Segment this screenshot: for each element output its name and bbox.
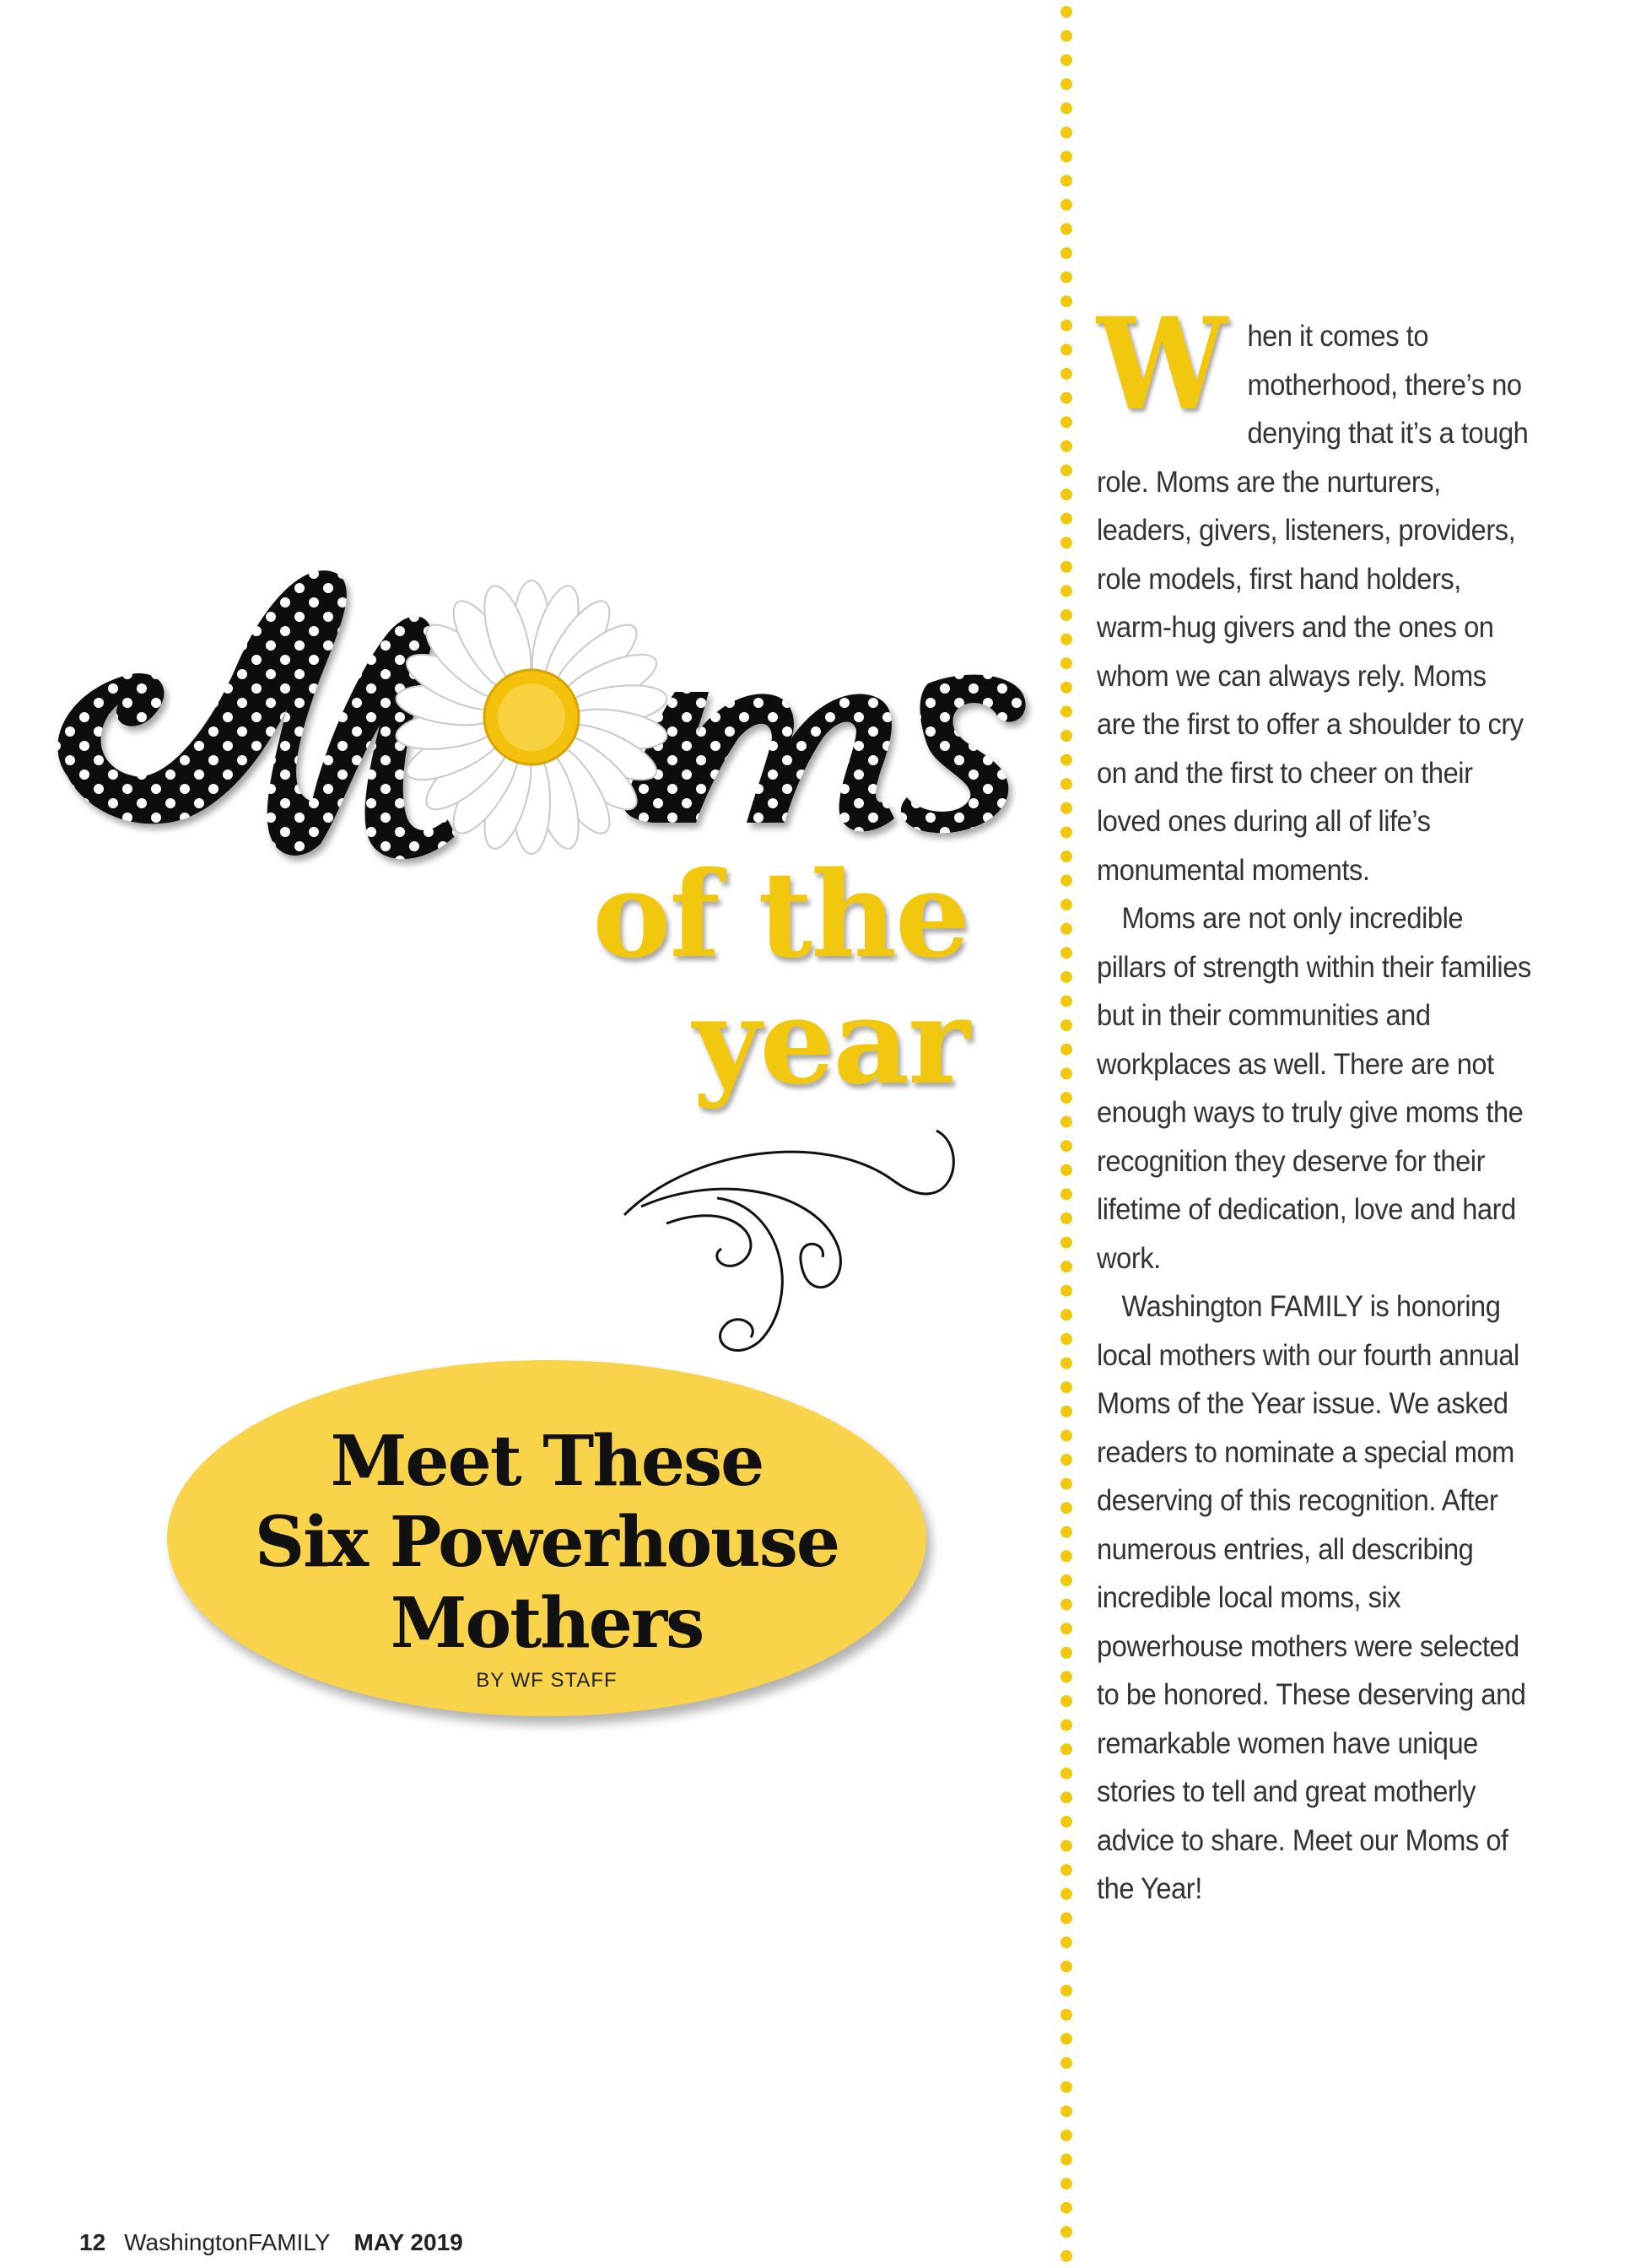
divider-dot xyxy=(1060,1092,1072,1104)
divider-dot xyxy=(1060,2057,1072,2069)
divider-dot xyxy=(1060,2250,1072,2262)
divider-dot xyxy=(1060,199,1072,211)
divider-dot xyxy=(1060,1261,1072,1272)
divider-dot xyxy=(1060,464,1072,476)
divider-dot xyxy=(1060,682,1072,694)
divider-dot xyxy=(1060,1888,1072,1900)
divider-dot xyxy=(1060,151,1072,163)
divider-dot xyxy=(1060,1019,1072,1031)
headline-oval xyxy=(167,1360,926,1716)
byline: BY WF STAFF xyxy=(476,1669,618,1692)
divider-dot xyxy=(1060,102,1072,114)
divider-dot xyxy=(1060,54,1072,66)
divider-dot xyxy=(1060,1526,1072,1538)
divider-dot xyxy=(1060,6,1072,18)
article-body xyxy=(1097,290,1531,1914)
divider-dot xyxy=(1060,1237,1072,1249)
article-paragraph-2: Moms are not only incredible pillars of strength within their families but in their communities and workplaces as well. There are not enough ways to truly give moms the recognition they deserve for their lifetime of dedication, love and hard work. xyxy=(1097,901,1531,1275)
divider-dot xyxy=(1060,1406,1072,1418)
divider-dot xyxy=(1060,705,1072,717)
divider-dot xyxy=(1060,1333,1072,1345)
divider-dot xyxy=(1060,30,1072,42)
divider-dot xyxy=(1060,1791,1072,1803)
headline-line-2: Six Powerhouse xyxy=(254,1502,839,1583)
divider-dot xyxy=(1060,2130,1072,2141)
divider-dot xyxy=(1060,2202,1072,2214)
divider-dot xyxy=(1060,634,1072,645)
divider-dot xyxy=(1060,1720,1072,1731)
divider-dot xyxy=(1060,1768,1072,1779)
divider-dot xyxy=(1060,1044,1072,1056)
divider-dot xyxy=(1060,1212,1072,1224)
divider-dot xyxy=(1060,850,1072,862)
divider-dot xyxy=(1060,899,1072,910)
divider-dot xyxy=(1060,1550,1072,1562)
divider-dot xyxy=(1060,1961,1072,1973)
divider-dot xyxy=(1060,1188,1072,1200)
headline-line-1: Meet These xyxy=(330,1421,764,1502)
divider-dot xyxy=(1060,223,1072,235)
divider-dot xyxy=(1060,1478,1072,1490)
divider-dot xyxy=(1060,1164,1072,1176)
divider-dot xyxy=(1060,1984,1072,1996)
divider-dot xyxy=(1060,513,1072,525)
drop-cap: W xyxy=(1097,290,1228,439)
divider-dot xyxy=(1060,609,1072,621)
page-number: 12 xyxy=(79,2229,106,2255)
divider-dot xyxy=(1060,368,1072,380)
subtitle-line-of-the: of the xyxy=(592,846,969,985)
publication-name: WashingtonFAMILY xyxy=(124,2229,331,2255)
divider-dot xyxy=(1060,1381,1072,1393)
divider-dot xyxy=(1060,1864,1072,1876)
divider-dot xyxy=(1060,247,1072,259)
divider-dot xyxy=(1060,826,1072,838)
divider-dot xyxy=(1060,1623,1072,1634)
headline-line-3: Mothers xyxy=(390,1583,704,1664)
paragraph-1-text: hen it comes to motherhood, there’s no denying that it’s a tough role. Moms are the nurturers, leaders, givers, listeners, providers, role models, first hand holders, warm-hug givers and the ones on whom we can always rely. Moms are the first to offer a shoulder to cry on and the first to cheer on their loved ones during all of life’s monumental moments. xyxy=(1097,319,1529,887)
article-paragraph-1 xyxy=(1097,290,1531,894)
divider-dot xyxy=(1060,1067,1072,1079)
divider-dot xyxy=(1060,272,1072,284)
divider-dot xyxy=(1060,2153,1072,2165)
divider-dot xyxy=(1060,657,1072,669)
divider-dot xyxy=(1060,1502,1072,1514)
divider-dot xyxy=(1060,295,1072,307)
divider-dot xyxy=(1060,489,1072,500)
divider-dot xyxy=(1060,2009,1072,2021)
divider-dot xyxy=(1060,971,1072,983)
divider-dot xyxy=(1060,1816,1072,1828)
divider-dot xyxy=(1060,2226,1072,2238)
divider-dot xyxy=(1060,1358,1072,1369)
divider-dot xyxy=(1060,802,1072,814)
divider-dot xyxy=(1060,2178,1072,2190)
divider-dot xyxy=(1060,416,1072,428)
divider-dot xyxy=(1060,947,1072,958)
divider-dot xyxy=(1060,1574,1072,1586)
divider-dot xyxy=(1060,127,1072,138)
divider-dot xyxy=(1060,2105,1072,2117)
divider-dot xyxy=(1060,1309,1072,1320)
issue-date: MAY 2019 xyxy=(353,2229,463,2255)
divider-dot xyxy=(1060,1912,1072,1924)
divider-dot xyxy=(1060,1454,1072,1466)
divider-dot xyxy=(1060,2082,1072,2093)
divider-dot xyxy=(1060,778,1072,790)
divider-dot xyxy=(1060,440,1072,452)
divider-dot xyxy=(1060,923,1072,935)
divider-dot xyxy=(1060,996,1072,1007)
divider-dot xyxy=(1060,320,1072,332)
divider-dot xyxy=(1060,875,1072,887)
article-paragraph-3: Washington FAMILY is honoring local mothers with our fourth annual Moms of the Year issue. We asked readers to nominate a special mom deserving of this recognition. After numerous entries, all describing incredible local moms, six powerhouse mothers were selected to be honored. These deserving and remarkable women have unique stories to tell and great motherly advice to share. Meet our Moms of the Year! xyxy=(1097,1289,1526,1905)
divider-dot xyxy=(1060,537,1072,548)
subtitle-of-the-year xyxy=(592,846,969,1111)
divider-dot xyxy=(1060,2033,1072,2044)
divider-dot xyxy=(1060,78,1072,90)
divider-dot xyxy=(1060,754,1072,766)
divider-dot xyxy=(1060,561,1072,573)
divider-dot xyxy=(1060,1140,1072,1152)
divider-dot xyxy=(1060,1116,1072,1128)
divider-dot xyxy=(1060,1840,1072,1852)
divider-dot xyxy=(1060,1599,1072,1611)
page-footer xyxy=(79,2229,463,2256)
divider-dot xyxy=(1060,1743,1072,1755)
divider-dot xyxy=(1060,175,1072,186)
subtitle-line-year: year xyxy=(693,973,969,1111)
divider-dot xyxy=(1060,1671,1072,1682)
divider-dot xyxy=(1060,585,1072,597)
dotted-divider xyxy=(1056,0,1077,2268)
divider-dot xyxy=(1060,1285,1072,1297)
divider-dot xyxy=(1060,392,1072,404)
moms-title-art xyxy=(34,523,1046,878)
divider-dot xyxy=(1060,1647,1072,1659)
divider-dot xyxy=(1060,730,1072,742)
oval-headline xyxy=(167,1421,926,1664)
divider-dot xyxy=(1060,1936,1072,1948)
divider-dot xyxy=(1060,1429,1072,1441)
divider-dot xyxy=(1060,1695,1072,1707)
swirl-flourish-icon xyxy=(616,1114,1004,1358)
divider-dot xyxy=(1060,343,1072,355)
